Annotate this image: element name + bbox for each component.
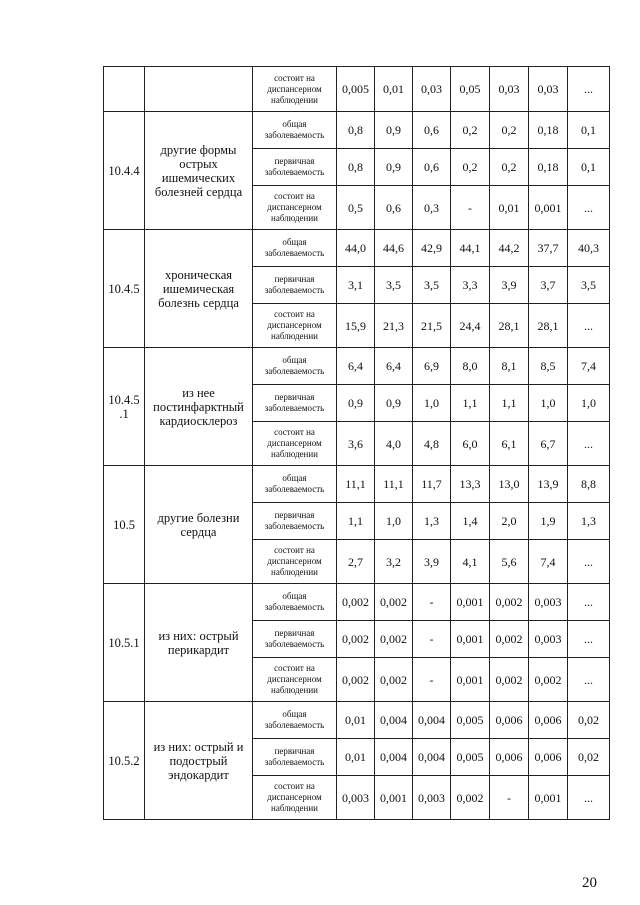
value-cell: 1,0 (375, 503, 413, 540)
row-code: 10.5.1 (104, 584, 145, 702)
value-cell: 5,6 (490, 540, 529, 584)
value-cell: 44,6 (375, 230, 413, 267)
value-cell: - (413, 621, 451, 658)
value-cell: 0,001 (375, 776, 413, 820)
value-cell: 0,001 (451, 658, 490, 702)
row-name (145, 67, 253, 112)
value-cell: 3,7 (529, 267, 568, 304)
value-cell: 1,0 (568, 385, 610, 422)
value-cell: 21,3 (375, 304, 413, 348)
value-cell: 0,01 (337, 702, 375, 739)
value-cell: 0,002 (529, 658, 568, 702)
value-cell: - (413, 584, 451, 621)
value-cell: 40,3 (568, 230, 610, 267)
value-cell: 0,006 (529, 739, 568, 776)
value-cell: 0,5 (337, 186, 375, 230)
value-cell: 0,006 (490, 702, 529, 739)
value-cell: 13,0 (490, 466, 529, 503)
value-cell: 0,1 (568, 112, 610, 149)
value-cell: 0,9 (375, 112, 413, 149)
value-cell: 3,5 (375, 267, 413, 304)
value-cell: 0,02 (568, 739, 610, 776)
value-cell: 0,002 (337, 584, 375, 621)
value-cell: 0,9 (375, 149, 413, 186)
value-cell: 37,7 (529, 230, 568, 267)
value-cell: 0,001 (451, 584, 490, 621)
value-cell: 0,002 (337, 658, 375, 702)
row-name: из них: острый перикардит (145, 584, 253, 702)
value-cell: 0,001 (529, 186, 568, 230)
value-cell: 15,9 (337, 304, 375, 348)
value-cell: 0,03 (413, 67, 451, 112)
value-cell: 0,02 (568, 702, 610, 739)
value-cell: 21,5 (413, 304, 451, 348)
value-cell: ... (568, 304, 610, 348)
value-cell: 28,1 (529, 304, 568, 348)
value-cell: 11,1 (375, 466, 413, 503)
table-row (104, 112, 610, 149)
value-cell: 0,6 (413, 112, 451, 149)
indicator-type: первичная заболеваемость (253, 503, 337, 540)
value-cell: 1,3 (413, 503, 451, 540)
value-cell: 0,18 (529, 149, 568, 186)
value-cell: 11,7 (413, 466, 451, 503)
value-cell: ... (568, 186, 610, 230)
value-cell: 3,5 (568, 267, 610, 304)
indicator-type: состоит на диспансерном наблюдении (253, 658, 337, 702)
value-cell: 0,05 (451, 67, 490, 112)
row-code: 10.5.2 (104, 702, 145, 820)
value-cell: 8,8 (568, 466, 610, 503)
row-code: 10.4.5 (104, 230, 145, 348)
value-cell: 4,1 (451, 540, 490, 584)
value-cell: 42,9 (413, 230, 451, 267)
value-cell: 0,005 (337, 67, 375, 112)
value-cell: 0,002 (490, 658, 529, 702)
indicator-type: первичная заболеваемость (253, 739, 337, 776)
value-cell: 44,1 (451, 230, 490, 267)
morbidity-table (103, 66, 610, 820)
value-cell: 6,4 (375, 348, 413, 385)
value-cell: 0,002 (375, 621, 413, 658)
value-cell: 0,005 (451, 739, 490, 776)
value-cell: 0,002 (490, 621, 529, 658)
value-cell: 6,9 (413, 348, 451, 385)
value-cell: 0,1 (568, 149, 610, 186)
value-cell: 0,005 (451, 702, 490, 739)
value-cell: 6,4 (337, 348, 375, 385)
value-cell: 1,4 (451, 503, 490, 540)
value-cell: 0,002 (375, 658, 413, 702)
value-cell: - (413, 658, 451, 702)
value-cell: ... (568, 67, 610, 112)
row-name: другие болезни сердца (145, 466, 253, 584)
value-cell: 7,4 (568, 348, 610, 385)
value-cell: 0,3 (413, 186, 451, 230)
value-cell: 8,5 (529, 348, 568, 385)
indicator-type: состоит на диспансерном наблюдении (253, 540, 337, 584)
table-row (104, 702, 610, 739)
value-cell: 1,0 (413, 385, 451, 422)
value-cell: 0,002 (490, 584, 529, 621)
value-cell: 11,1 (337, 466, 375, 503)
row-code: 10.4.5 .1 (104, 348, 145, 466)
value-cell: 8,0 (451, 348, 490, 385)
value-cell: - (490, 776, 529, 820)
value-cell: 0,01 (337, 739, 375, 776)
value-cell: 0,004 (413, 739, 451, 776)
indicator-type: состоит на диспансерном наблюдении (253, 186, 337, 230)
row-name: другие формы острых ишемических болезней сердца (145, 112, 253, 230)
value-cell: ... (568, 658, 610, 702)
value-cell: 2,0 (490, 503, 529, 540)
indicator-type: состоит на диспансерном наблюдении (253, 422, 337, 466)
indicator-type: состоит на диспансерном наблюдении (253, 67, 337, 112)
value-cell: 0,6 (413, 149, 451, 186)
value-cell: 0,001 (529, 776, 568, 820)
table-row (104, 230, 610, 267)
value-cell: 0,2 (490, 112, 529, 149)
indicator-type: общая заболеваемость (253, 702, 337, 739)
indicator-type: первичная заболеваемость (253, 149, 337, 186)
value-cell: 0,9 (337, 385, 375, 422)
value-cell: 3,9 (490, 267, 529, 304)
value-cell: 0,8 (337, 112, 375, 149)
indicator-type: первичная заболеваемость (253, 385, 337, 422)
value-cell: 0,18 (529, 112, 568, 149)
indicator-type: состоит на диспансерном наблюдении (253, 304, 337, 348)
indicator-type: общая заболеваемость (253, 112, 337, 149)
row-name: хроническая ишемическая болезнь сердца (145, 230, 253, 348)
row-name: из них: острый и подострый эндокардит (145, 702, 253, 820)
value-cell: 0,006 (529, 702, 568, 739)
value-cell: 13,9 (529, 466, 568, 503)
value-cell: 0,003 (413, 776, 451, 820)
value-cell: 0,002 (375, 584, 413, 621)
value-cell: 8,1 (490, 348, 529, 385)
indicator-type: состоит на диспансерном наблюдении (253, 776, 337, 820)
value-cell: 0,6 (375, 186, 413, 230)
table-row (104, 348, 610, 385)
indicator-type: общая заболеваемость (253, 466, 337, 503)
table-row (104, 466, 610, 503)
value-cell: 3,2 (375, 540, 413, 584)
indicator-type: первичная заболеваемость (253, 621, 337, 658)
value-cell: 6,7 (529, 422, 568, 466)
value-cell: 0,01 (375, 67, 413, 112)
value-cell: 0,004 (375, 739, 413, 776)
value-cell: 0,03 (529, 67, 568, 112)
value-cell: 0,8 (337, 149, 375, 186)
row-name: из нее постинфарктный кардиосклероз (145, 348, 253, 466)
indicator-type: общая заболеваемость (253, 584, 337, 621)
value-cell: 0,002 (451, 776, 490, 820)
value-cell: 0,004 (375, 702, 413, 739)
indicator-type: общая заболеваемость (253, 230, 337, 267)
value-cell: 0,01 (490, 186, 529, 230)
value-cell: 1,0 (529, 385, 568, 422)
table-row (104, 67, 610, 112)
value-cell: 1,1 (451, 385, 490, 422)
indicator-type: общая заболеваемость (253, 348, 337, 385)
value-cell: 3,9 (413, 540, 451, 584)
value-cell: 6,0 (451, 422, 490, 466)
value-cell: 44,2 (490, 230, 529, 267)
value-cell: 28,1 (490, 304, 529, 348)
row-code: 10.4.4 (104, 112, 145, 230)
value-cell: 6,1 (490, 422, 529, 466)
value-cell: 0,006 (490, 739, 529, 776)
value-cell: 7,4 (529, 540, 568, 584)
value-cell: 1,9 (529, 503, 568, 540)
value-cell: 4,8 (413, 422, 451, 466)
value-cell: ... (568, 584, 610, 621)
value-cell: 0,2 (451, 149, 490, 186)
table-row (104, 584, 610, 621)
value-cell: 3,1 (337, 267, 375, 304)
value-cell: 0,003 (337, 776, 375, 820)
value-cell: ... (568, 776, 610, 820)
value-cell: 0,003 (529, 621, 568, 658)
value-cell: 3,3 (451, 267, 490, 304)
value-cell: 0,001 (451, 621, 490, 658)
value-cell: 1,1 (337, 503, 375, 540)
value-cell: 4,0 (375, 422, 413, 466)
value-cell: 24,4 (451, 304, 490, 348)
value-cell: ... (568, 422, 610, 466)
value-cell: 0,2 (490, 149, 529, 186)
value-cell: ... (568, 540, 610, 584)
value-cell: 1,3 (568, 503, 610, 540)
value-cell: 44,0 (337, 230, 375, 267)
value-cell: ... (568, 621, 610, 658)
value-cell: - (451, 186, 490, 230)
page-number: 20 (582, 875, 597, 891)
value-cell: 2,7 (337, 540, 375, 584)
value-cell: 0,004 (413, 702, 451, 739)
row-code (104, 67, 145, 112)
value-cell: 3,6 (337, 422, 375, 466)
value-cell: 0,03 (490, 67, 529, 112)
value-cell: 0,2 (451, 112, 490, 149)
row-code: 10.5 (104, 466, 145, 584)
value-cell: 1,1 (490, 385, 529, 422)
value-cell: 13,3 (451, 466, 490, 503)
value-cell: 0,003 (529, 584, 568, 621)
indicator-type: первичная заболеваемость (253, 267, 337, 304)
value-cell: 3,5 (413, 267, 451, 304)
value-cell: 0,002 (337, 621, 375, 658)
value-cell: 0,9 (375, 385, 413, 422)
